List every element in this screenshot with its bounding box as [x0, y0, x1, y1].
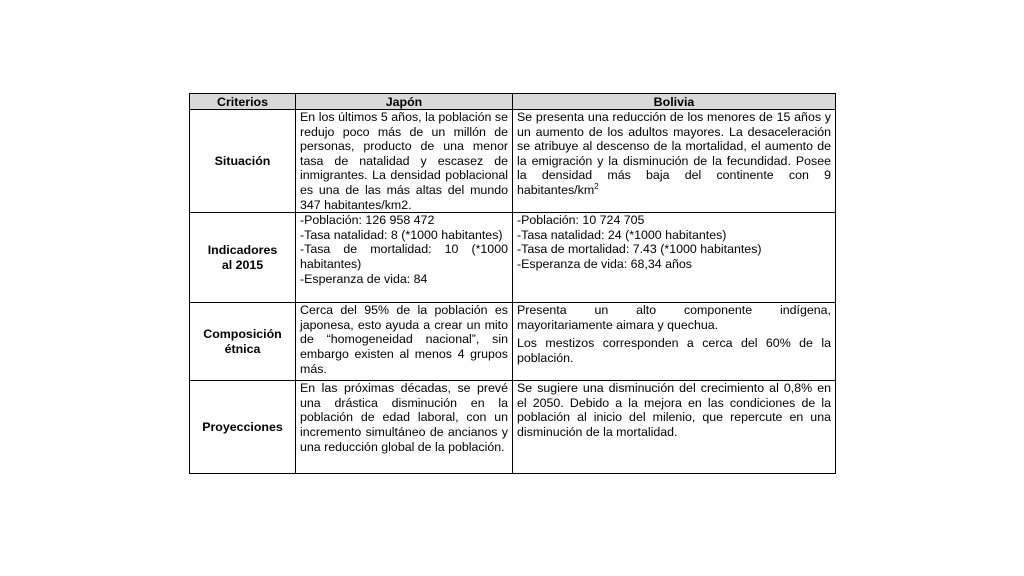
comparison-table — [189, 93, 836, 474]
criterion-cell: Situación — [190, 110, 296, 213]
cell-text: -Tasa natalidad: 24 (*1000 habitantes) — [517, 227, 727, 242]
cell-text: Se presenta una reducción de los menores de 15 años y un aumento de los adultos mayores. La desaceleración se atribuye al descenso de la mortalidad, el aumento de la emigración y la disminución de la fecundidad. Posee la densidad más baja del continente con 9 habitantes/$km^2$ — [517, 110, 831, 197]
japan-cell — [296, 381, 513, 474]
criterion-cell: Composición étnica — [190, 303, 296, 381]
table-header-row — [190, 94, 836, 110]
cell-text: -Esperanza de vida: 84 — [300, 271, 428, 286]
header-criteria: Criterios — [190, 94, 296, 110]
cell-text: -Tasa de mortalidad: 10 (*1000 habitantes) — [300, 242, 508, 271]
table-row-situacion — [190, 110, 836, 213]
table-row-composicion — [190, 303, 836, 381]
table-row-indicadores — [190, 213, 836, 303]
cell-text: -Esperanza de vida: 68,34 años — [517, 256, 692, 271]
cell-text: Cerca del 95% de la población es japonesa, esto ayuda a crear un mito de “homogeneidad nacional”, sin embargo existen al menos 4 grupos más. — [300, 303, 508, 376]
bolivia-cell — [513, 213, 836, 303]
cell-text: Se sugiere una disminución del crecimiento al 0,8% en el 2050. Debido a la mejora en las condiciones de la población al inicio del milenio, que repercute en una disminución de la mortalidad. — [517, 381, 831, 439]
japan-cell — [296, 110, 513, 213]
header-bolivia: Bolivia — [513, 94, 836, 110]
criterion-cell: Indicadores al 2015 — [190, 213, 296, 303]
table-row-proyecciones — [190, 381, 836, 474]
cell-text: -Población: 126 958 472 — [300, 213, 435, 228]
cell-text: En los últimos 5 años, la población se redujo poco más de un millón de personas, producto de una menor tasa de natalidad y escasez de inmigrantes. La densidad poblacional es una de las más altas del mundo 347 habitantes/km2. — [300, 110, 508, 212]
japan-cell — [296, 303, 513, 381]
cell-text: Los mestizos corresponden a cerca del 60% de la población. — [517, 336, 831, 365]
cell-text: -Tasa natalidad: 8 (*1000 habitantes) — [300, 227, 503, 242]
bolivia-cell — [513, 110, 836, 213]
cell-text: En las próximas décadas, se prevé una drástica disminución en la población de edad laboral, con un incremento simultáneo de ancianos y una reducción global de la población. — [300, 381, 508, 454]
cell-text: Presenta un alto componente indígena, mayoritariamente aimara y quechua. — [517, 303, 831, 332]
criterion-cell: Proyecciones — [190, 381, 296, 474]
cell-text: -Tasa de mortalidad: 7.43 (*1000 habitantes) — [517, 242, 762, 257]
bolivia-cell — [513, 381, 836, 474]
header-japan: Japón — [296, 94, 513, 110]
japan-cell — [296, 213, 513, 303]
cell-text: -Población: 10 724 705 — [517, 213, 645, 228]
bolivia-cell — [513, 303, 836, 381]
superscript: 2 — [594, 181, 599, 191]
